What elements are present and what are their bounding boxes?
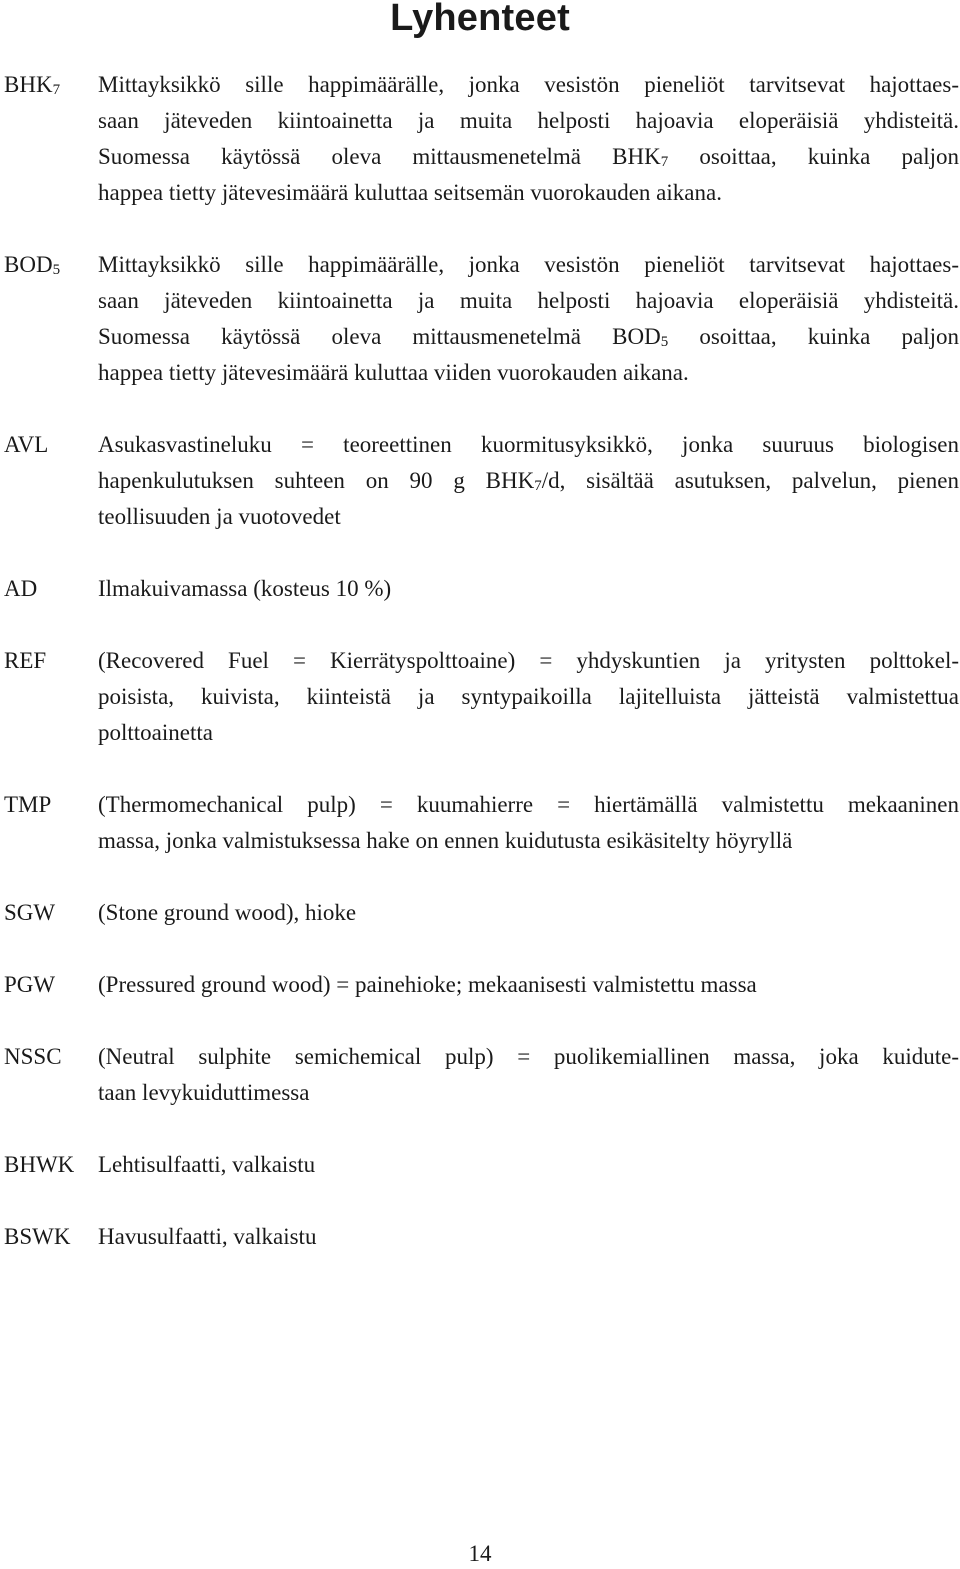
abbreviation-term <box>4 571 37 607</box>
abbreviation-definition <box>98 967 959 1003</box>
abbreviation-definition <box>98 1219 959 1255</box>
abbreviation-term <box>4 1219 70 1255</box>
definition-line: Asukasvastineluku = teoreettinen kuormitusyksikkö, jonka suuruus biologisen <box>98 432 959 457</box>
definition-line: saan jäteveden kiintoainetta ja muita helposti hajoavia eloperäisiä yhdisteitä. <box>98 288 959 313</box>
definition-line <box>98 139 959 175</box>
definition-line <box>98 463 959 499</box>
abbreviation-definition <box>98 247 959 391</box>
term-text: NSSC <box>4 1044 62 1069</box>
term-text: AVL <box>4 432 49 457</box>
definition-subscript: 7 <box>660 154 669 170</box>
definition-text: Suomessa käytössä oleva mittausmenetelmä BOD <box>98 324 661 349</box>
definition-text: /d, sisältää asutuksen, palvelun, pienen <box>541 468 959 493</box>
definition-line: Lehtisulfaatti, valkaistu <box>98 1152 316 1177</box>
definition-line: Mittayksikkö sille happimäärälle, jonka vesistön pieneliöt tarvitsevat hajottaes- <box>98 252 959 277</box>
definition-line: poisista, kuivista, kiinteistä ja syntypaikoilla lajitelluista jätteistä valmistettua <box>98 684 959 709</box>
abbreviation-term <box>4 967 55 1003</box>
definition-subscript: 5 <box>660 334 669 350</box>
definition-text: osoittaa, kuinka paljon <box>668 144 959 169</box>
definition-line: taan levykuiduttimessa <box>98 1080 310 1105</box>
term-text: TMP <box>4 792 52 817</box>
definition-line: (Pressured ground wood) = painehioke; mekaanisesti valmistettu massa <box>98 972 757 997</box>
definition-line: saan jäteveden kiintoainetta ja muita helposti hajoavia eloperäisiä yhdisteitä. <box>98 108 959 133</box>
term-text: AD <box>4 576 38 601</box>
term-text: SGW <box>4 900 56 925</box>
abbreviation-term <box>4 67 60 103</box>
definition-line: teollisuuden ja vuotovedet <box>98 504 341 529</box>
abbreviation-term <box>4 1039 62 1075</box>
abbreviation-definition <box>98 427 959 535</box>
term-text: BSWK <box>4 1224 71 1249</box>
definition-line: massa, jonka valmistuksessa hake on ennen kuidutusta esikäsitelty höyryllä <box>98 828 793 853</box>
term-text: PGW <box>4 972 56 997</box>
term-subscript: 7 <box>52 82 61 98</box>
term-text: BOD <box>4 252 53 277</box>
definition-line: (Thermomechanical pulp) = kuumahierre = hiertämällä valmistettu mekaaninen <box>98 792 959 817</box>
abbreviation-definition <box>98 1147 959 1183</box>
abbreviation-definition <box>98 787 959 859</box>
term-text: REF <box>4 648 47 673</box>
abbreviation-term <box>4 787 51 823</box>
abbreviation-term <box>4 247 60 283</box>
abbreviation-term <box>4 427 48 463</box>
page-number: 14 <box>468 1541 492 1566</box>
abbreviation-definition <box>98 67 959 211</box>
abbreviation-term <box>4 643 46 679</box>
abbreviation-definition <box>98 571 959 607</box>
definition-line: polttoainetta <box>98 720 213 745</box>
definition-line: happea tietty jätevesimäärä kuluttaa seitsemän vuorokauden aikana. <box>98 180 722 205</box>
term-subscript: 5 <box>52 262 61 278</box>
definition-line: Havusulfaatti, valkaistu <box>98 1224 317 1249</box>
abbreviation-term <box>4 895 55 931</box>
page-title: Lyhenteet <box>390 0 570 39</box>
term-text: BHK <box>4 72 53 97</box>
definition-line: (Recovered Fuel = Kierrätyspolttoaine) = yhdyskuntien ja yritysten polttokel- <box>98 648 959 673</box>
definition-text: hapenkulutuksen suhteen on 90 g BHK <box>98 468 535 493</box>
abbreviation-definition <box>98 643 959 751</box>
abbreviation-definition <box>98 1039 959 1111</box>
definition-text: osoittaa, kuinka paljon <box>668 324 959 349</box>
definition-subscript: 7 <box>534 478 542 494</box>
definition-line: happea tietty jätevesimäärä kuluttaa viiden vuorokauden aikana. <box>98 360 689 385</box>
definition-line: (Neutral sulphite semichemical pulp) = puolikemiallinen massa, joka kuidute- <box>98 1044 959 1069</box>
abbreviation-term <box>4 1147 74 1183</box>
definition-line: Ilmakuivamassa (kosteus 10 %) <box>98 576 392 601</box>
abbreviation-definition <box>98 895 959 931</box>
definition-line: (Stone ground wood), hioke <box>98 900 357 925</box>
definition-line <box>98 319 959 355</box>
definition-line: Mittayksikkö sille happimäärälle, jonka vesistön pieneliöt tarvitsevat hajottaes- <box>98 72 959 97</box>
term-text: BHWK <box>4 1152 75 1177</box>
definition-text: Suomessa käytössä oleva mittausmenetelmä BHK <box>98 144 661 169</box>
